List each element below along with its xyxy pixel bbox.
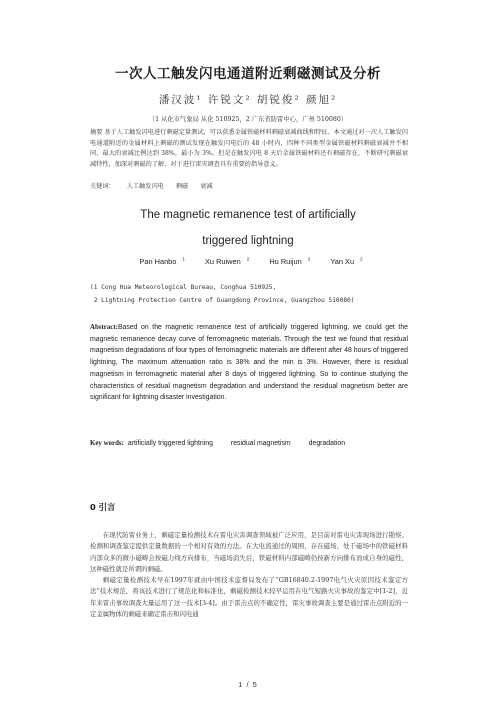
introduction-body bbox=[90, 530, 408, 620]
keyword-en: residual magnetism bbox=[230, 440, 291, 447]
keyword-en: artificially triggered lightning bbox=[127, 440, 213, 447]
abstract-label-en: Abstract: bbox=[90, 324, 118, 331]
paper-title-cn: 一次人工触发闪电通道附近剩磁测试及分析 bbox=[115, 66, 381, 82]
paragraph: 在现代防雷业务上，剩磁定量检测技术在雷电灾害调查领域被广泛应用，是目前对雷电灾害现场进行勘察、检测和调查鉴定提供定量数据的一个相对有效的方法。在大电流通过的周围，存在磁场，处于磁场中的铁磁材料内部众多的微小磁畴会按磁力线方向排布，当磁场消失后，铁磁材料内部磁畴仍按新方向排布而成自身的磁性，这种磁性就是所谓的剩磁。 bbox=[90, 531, 408, 573]
abstract-text-en: Based on the magnetic remanence test of artificially triggered lightning, we could get the magnetic remanence decay curve of ferromagnetic materials. Through the test we found that residual magnetism degradations of four types of ferromagnetic materials are different after 48 hours of triggered lightning, The maximum attenuation ratio is 38% and the min is 3%. However, there is residual magnetism in ferromagnetic material after 8 days of triggered lightning. So to continue studying the characteristics of residual magnetism degradation and understand the residual magnetism better are significant for lightning disaster investigation. bbox=[90, 324, 408, 402]
author-list-cn: 潘汉波¹ 许锐文² 胡锐俊² 颜旭² bbox=[158, 94, 338, 106]
paper-title-en-line1: The magnetic remanence test of artificially bbox=[140, 209, 356, 221]
keyword-en: degradation bbox=[308, 440, 346, 447]
abstract-cn: 摘要 基于人工触发闪电进行剩磁定量测试，可以获悉金属铁磁材料剩磁衰减曲线和特征。本文通过对一次人工触发闪电通道附近的金属材料上剩磁的测试发现在触发闪电后的 48 小时内，四种不同类型金属铁磁材料剩磁衰减并不相同，最大的衰减比例达到 38%，最小为 3%。但是在触发闪电 8 天后金属铁磁材料还有剩磁存在，不断研究剩磁衰减特性，加深对剩磁的了解，对于进行雷灾调查具有重要的指导意义。 bbox=[90, 129, 408, 168]
page-number: 1 / 5 bbox=[238, 680, 258, 689]
abstract-en bbox=[90, 322, 408, 404]
keyword-cn: 人工触发闪电 bbox=[126, 183, 164, 190]
keywords-cn bbox=[90, 181, 408, 190]
keywords-label-cn: 关键词： bbox=[90, 183, 115, 190]
affiliation-cn: （1 从化市气象局 从化 510925，2 广东省防雷中心，广州 510080） bbox=[148, 116, 348, 123]
author-en: Xu Ruiwen $^2$ bbox=[204, 257, 250, 267]
affiliation-en-2: 2 Lightning Protection Centre of Guangdong Province, Guangzhou 510080) bbox=[90, 297, 355, 304]
author-en: Yan Xu $^2$ bbox=[330, 257, 363, 267]
keyword-cn: 衰减 bbox=[200, 183, 213, 190]
keyword-cn: 剩磁 bbox=[175, 183, 189, 190]
keywords-label-en: Key words: bbox=[90, 440, 124, 447]
paragraph: 剩磁定量检测技术早在1997年就由中国技术监督局发布了“GB16840.2-1997电气火灾原因技术鉴定方法”技术规范，将该技术进行了规范化和标准化，剩磁检测技术较早运用在电气短路火灾事故的鉴定中[1-2]，近年来雷击事故调查大量运用了这一技术[3-4]。由于雷击点的不确定性，雷灾事故调查主要是通过雷击点附近的一定金属物体的剩磁来确定雷击和闪电通 bbox=[90, 576, 408, 619]
paper-title-en-line2: triggered lightning bbox=[202, 235, 294, 247]
section-heading-introduction: 0 引言 bbox=[90, 502, 116, 512]
author-list-en bbox=[0, 257, 496, 266]
author-en: Pan Hanbo $^1$ bbox=[139, 257, 185, 267]
affiliation-en-1: (1 Cong Hua Meteorological Bureau, Conghua 510925, bbox=[90, 284, 277, 291]
author-en: Hu Ruijun $^2$ bbox=[269, 257, 311, 267]
keywords-en bbox=[90, 440, 420, 447]
